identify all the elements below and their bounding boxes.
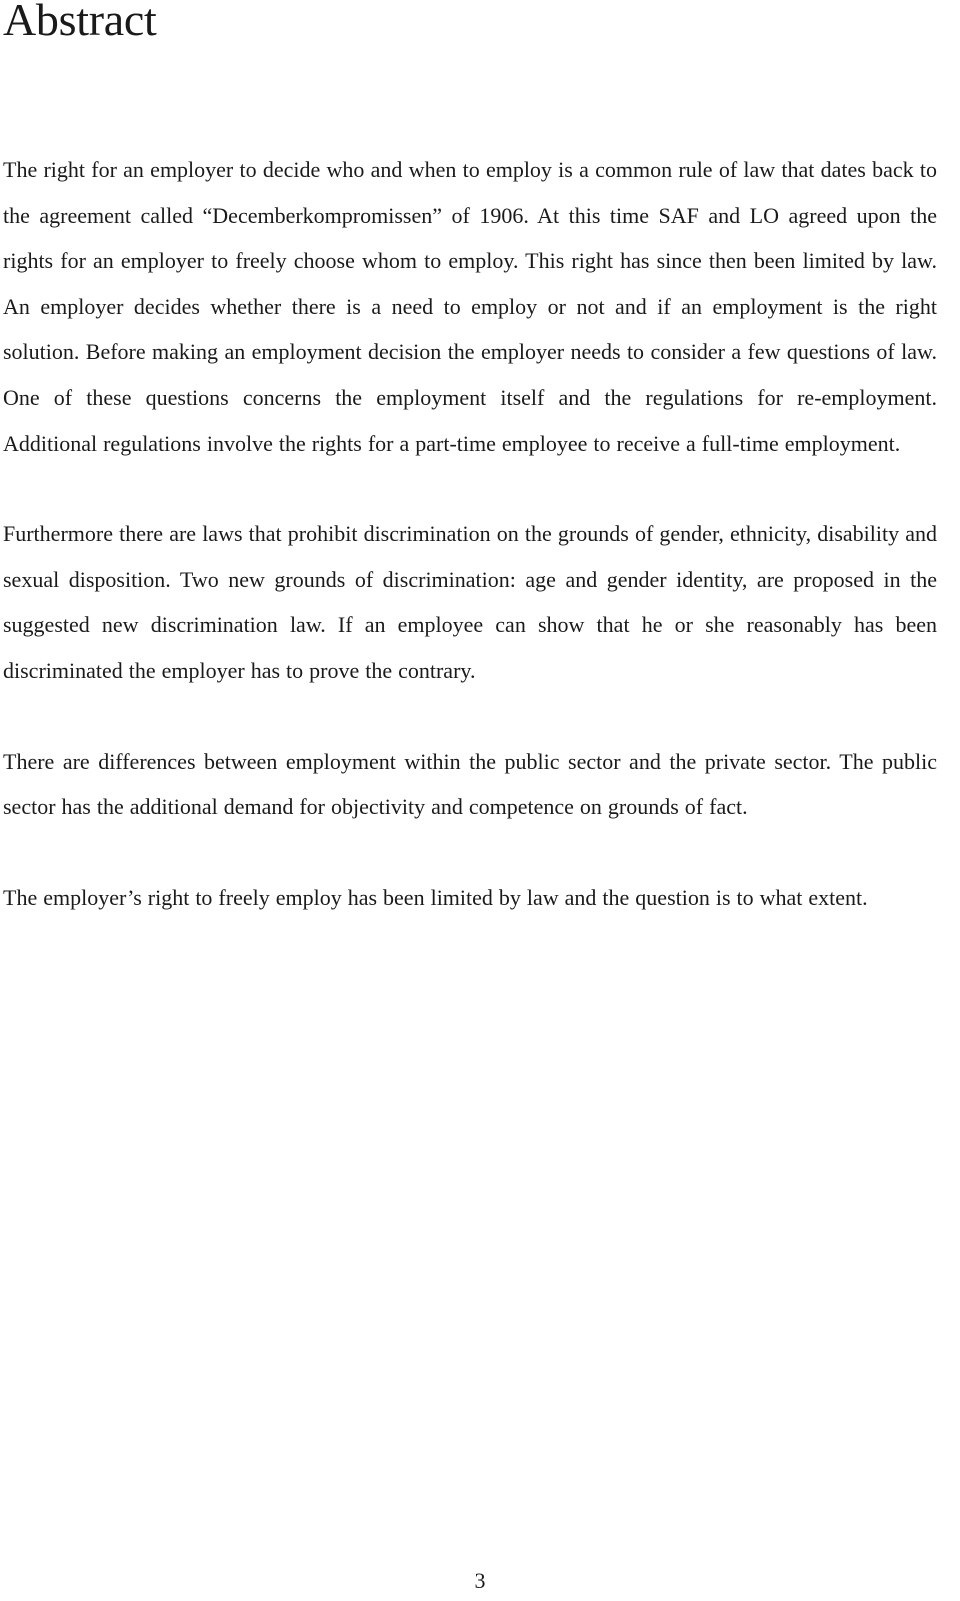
page-number: 3 xyxy=(474,1568,486,1593)
paragraph-3: There are differences between employment within the public sector and the private sector. The public sector has the additional demand for objectivity and competence on grounds of fact. xyxy=(3,748,937,820)
paragraph-2: Furthermore there are laws that prohibit discrimination on the grounds of gender, ethnicity, disability and sexual disposition. Two new grounds of discrimination: age and gender identity, are proposed in the suggested new discrimination law. If an employee can show that he or she reasonably has been discriminated the employer has to prove the contrary. xyxy=(3,521,937,683)
paragraph-4: The employer’s right to freely employ has been limited by law and the question is to what extent. xyxy=(3,884,868,910)
paragraph-1: The right for an employer to decide who and when to employ is a common rule of law that dates back to the agreement called “Decemberkompromissen” of 1906. At this time SAF and LO agreed upon the rights for an employer to freely choose whom to employ. This right has since then been limited by law. An employer decides whether there is a need to employ or not and if an employment is the right solution. Before making an employment decision the employer needs to consider a few questions of law. One of these questions concerns the employment itself and the regulations for re-employment. Additional regulations involve the rights for a part-time employee to receive a full-time employment. xyxy=(3,157,937,456)
section-heading: Abstract xyxy=(3,0,157,45)
abstract-body xyxy=(3,147,937,965)
